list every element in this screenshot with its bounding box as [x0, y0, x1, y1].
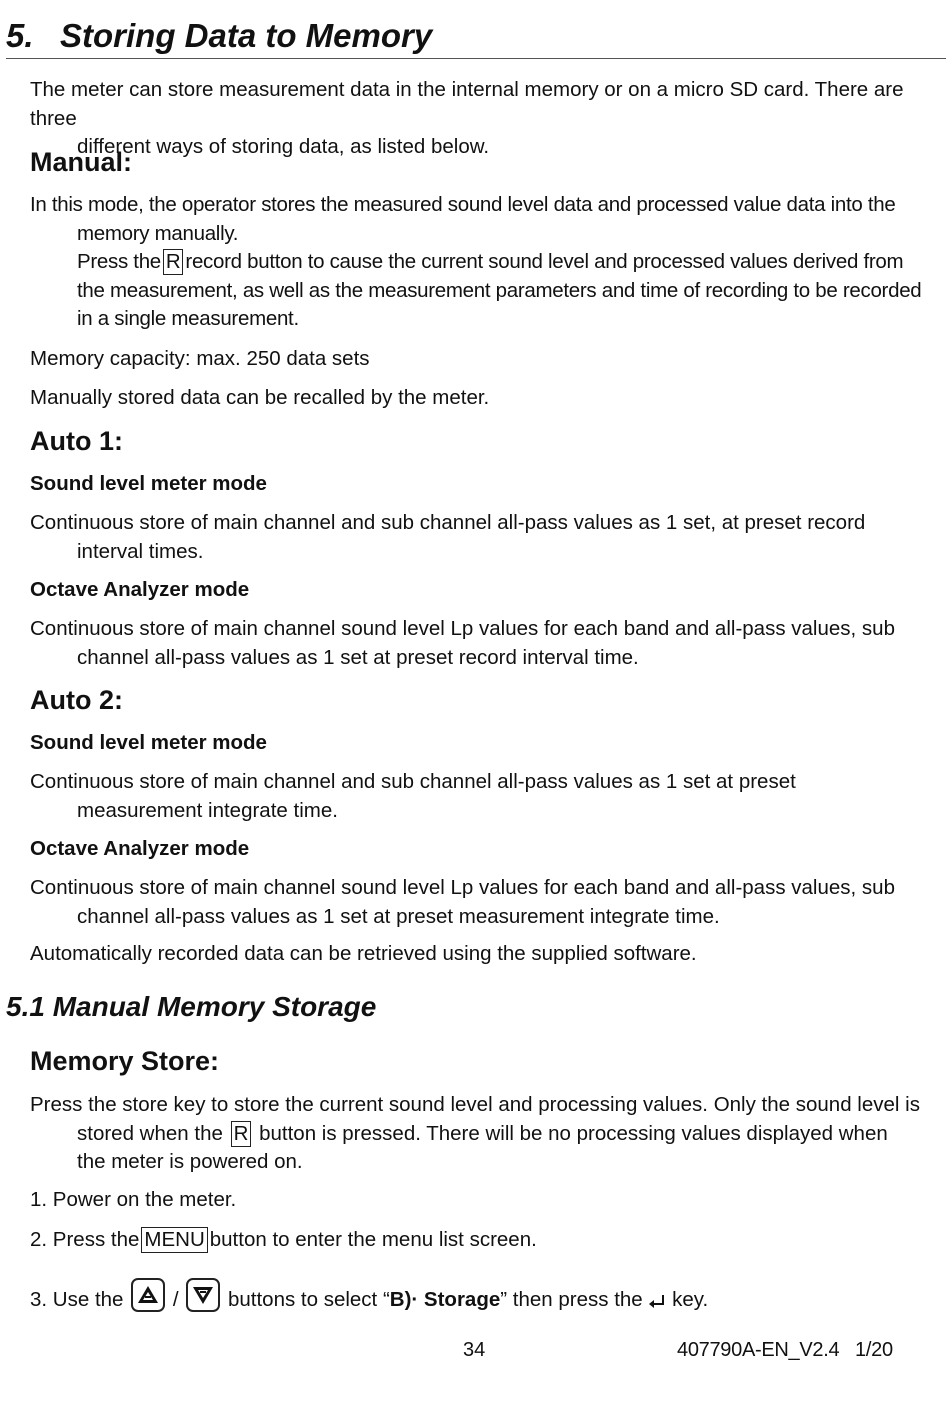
memory-store-paragraph: Press the store key to store the current sound level and processing values. Only the sound level is stored when the R button is pressed. There will be no processing values displayed when the meter is powered on.: [30, 1091, 945, 1177]
document-id: 407790A-EN_V2.4 1/20: [677, 1339, 893, 1361]
page-number: 34: [463, 1339, 486, 1361]
memory-capacity: Memory capacity: max. 250 data sets: [30, 347, 370, 370]
record-key-label: R: [163, 249, 184, 275]
enter-key-icon: [648, 1288, 666, 1302]
auto1-slm-paragraph: Continuous store of main channel and sub channel all-pass values as 1 set, at preset record interval times.: [30, 511, 866, 563]
up-arrow-button-icon: [131, 1278, 165, 1312]
manual-line-4: the measurement, as well as the measurement parameters and time of recording to be recorded: [77, 278, 922, 302]
auto1-oct-paragraph: Continuous store of main channel sound level Lp values for each band and all-pass values, sub channel all-pass values as 1 set at preset record interval time.: [30, 617, 895, 669]
auto2-slm-heading: Sound level meter mode: [30, 731, 267, 754]
auto-retrieve: Automatically recorded data can be retrieved using the supplied software.: [30, 942, 697, 965]
section-number: 5.: [6, 17, 34, 54]
step-3: 3. Use the / buttons to select “B)· Storage” then press the key.: [30, 1278, 945, 1315]
auto2-slm-paragraph: Continuous store of main channel and sub channel all-pass values as 1 set at preset measurement integrate time.: [30, 770, 796, 822]
manual-line-1: In this mode, the operator stores the measured sound level data and processed value data into the: [30, 193, 896, 216]
record-key-label-2: R: [231, 1121, 252, 1147]
intro-paragraph: [30, 76, 945, 162]
auto2-oct-heading: Octave Analyzer mode: [30, 837, 250, 860]
manual-press-line: Press the R record button to cause the current sound level and processed values derived from: [77, 250, 904, 273]
auto1-oct-heading: Octave Analyzer mode: [30, 578, 250, 601]
memory-store-heading: Memory Store:: [30, 1046, 220, 1076]
memory-store-line-2: stored when the R button is pressed. There will be no processing values displayed when: [77, 1121, 888, 1145]
manual-line-5: in a single measurement.: [77, 307, 299, 330]
section-heading: [6, 14, 946, 59]
manual-recall: Manually stored data can be recalled by the meter.: [30, 386, 490, 409]
auto1-heading: Auto 1:: [30, 426, 123, 456]
down-arrow-button-icon: [186, 1278, 220, 1312]
auto2-heading: Auto 2:: [30, 685, 123, 715]
manual-line-2: memory manually.: [77, 221, 239, 245]
step-1: 1. Power on the meter.: [30, 1188, 237, 1211]
manual-heading: Manual:: [30, 147, 133, 177]
auto2-oct-paragraph: Continuous store of main channel sound level Lp values for each band and all-pass values, sub channel all-pass values as 1 set at preset measurement integrate time.: [30, 876, 895, 928]
step-2: 2. Press the MENU button to enter the menu list screen.: [30, 1228, 537, 1251]
subsection-title: 5.1 Manual Memory Storage: [6, 991, 377, 1022]
auto1-slm-heading: Sound level meter mode: [30, 472, 267, 495]
manual-paragraph: [30, 191, 945, 334]
intro-line-2: different ways of storing data, as listed below.: [77, 135, 490, 158]
section-title: Storing Data to Memory: [60, 17, 433, 54]
menu-key-label: MENU: [141, 1227, 207, 1253]
intro-line-1: The meter can store measurement data in the internal memory or on a micro SD card. There are three: [30, 78, 904, 130]
